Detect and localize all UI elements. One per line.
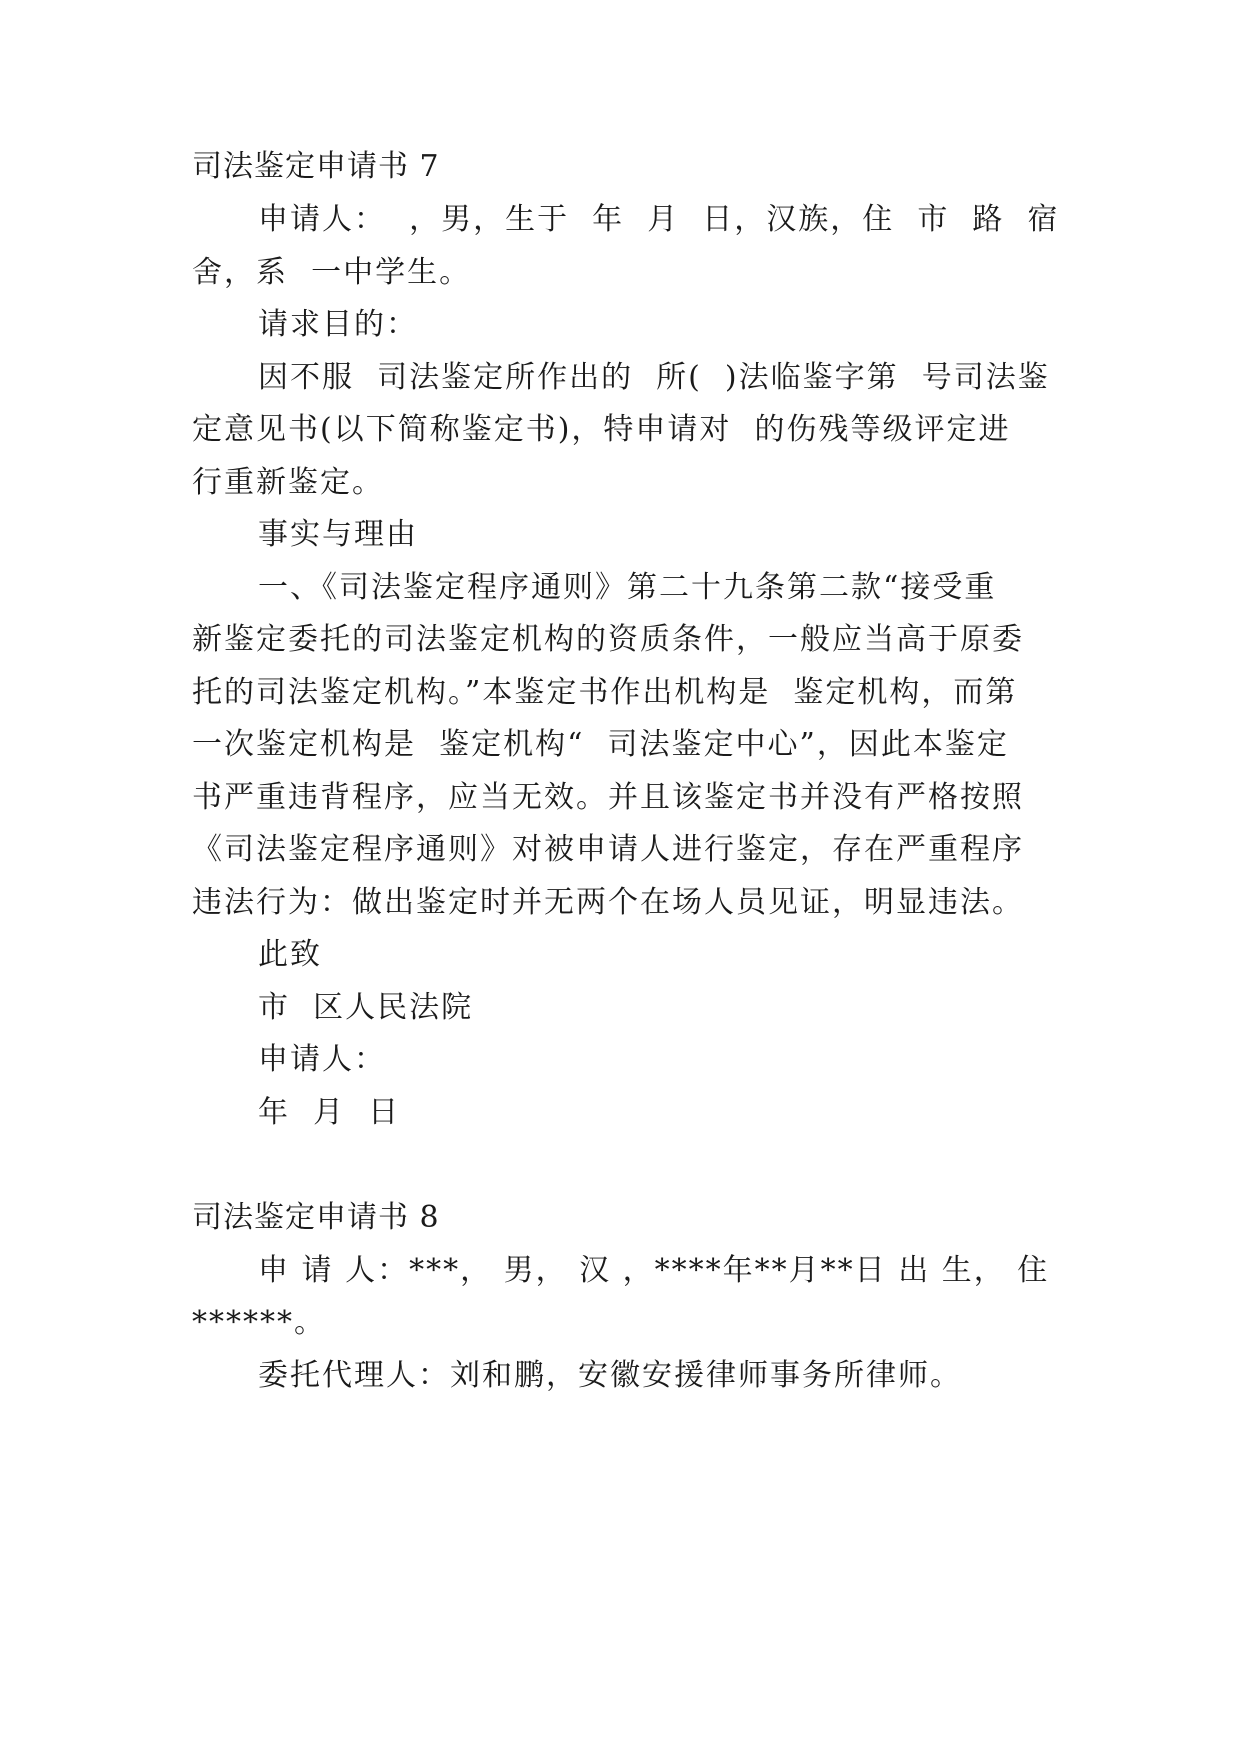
- section7-applicant-line1: 申请人： ，男，生于 年 月 日，汉族，住 市 路 宿: [258, 202, 1060, 237]
- section7-signature: 申请人：: [258, 1042, 386, 1077]
- section7-title: 司法鉴定申请书 7: [192, 149, 440, 184]
- section7-purpose-line2: 定意见书(以下简称鉴定书)，特申请对 的伤残等级评定进: [192, 412, 1011, 447]
- section7-date: 年 月 日: [258, 1095, 401, 1130]
- section7-facts-line2: 新鉴定委托的司法鉴定机构的资质条件，一般应当高于原委: [192, 622, 1024, 657]
- section8-agent-line: 委托代理人：刘和鹏，安徽安援律师事务所律师。: [258, 1358, 962, 1393]
- section7-applicant-line2: 舍，系 一中学生。: [192, 255, 472, 290]
- section7-purpose-line3: 行重新鉴定。: [192, 465, 384, 500]
- section7-facts-line7: 违法行为：做出鉴定时并无两个在场人员见证，明显违法。: [192, 885, 1024, 920]
- section8-applicant-line1: 申 请 人：***， 男， 汉 ，****年**月**日 出 生， 住: [258, 1253, 1050, 1288]
- section8-applicant-line2: ******。: [192, 1305, 326, 1340]
- section7-facts-line6: 《司法鉴定程序通则》对被申请人进行鉴定，存在严重程序: [192, 832, 1024, 867]
- section7-purpose-heading: 请求目的：: [258, 307, 418, 342]
- section7-facts-line3: 托的司法鉴定机构。”本鉴定书作出机构是 鉴定机构，而第: [192, 675, 1018, 710]
- section7-purpose-line1: 因不服 司法鉴定所作出的 所( )法临鉴字第 号司法鉴: [258, 360, 1050, 395]
- section7-facts-line5: 书严重违背程序，应当无效。并且该鉴定书并没有严格按照: [192, 780, 1024, 815]
- section8-title: 司法鉴定申请书 8: [192, 1200, 440, 1235]
- section7-facts-line1: 一、《司法鉴定程序通则》第二十九条第二款“接受重: [258, 570, 997, 605]
- section7-court: 市 区人民法院: [258, 990, 474, 1025]
- section7-facts-line4: 一次鉴定机构是 鉴定机构“ 司法鉴定中心”，因此本鉴定: [192, 727, 1009, 762]
- section7-facts-heading: 事实与理由: [258, 517, 418, 552]
- section7-closing: 此致: [258, 937, 322, 972]
